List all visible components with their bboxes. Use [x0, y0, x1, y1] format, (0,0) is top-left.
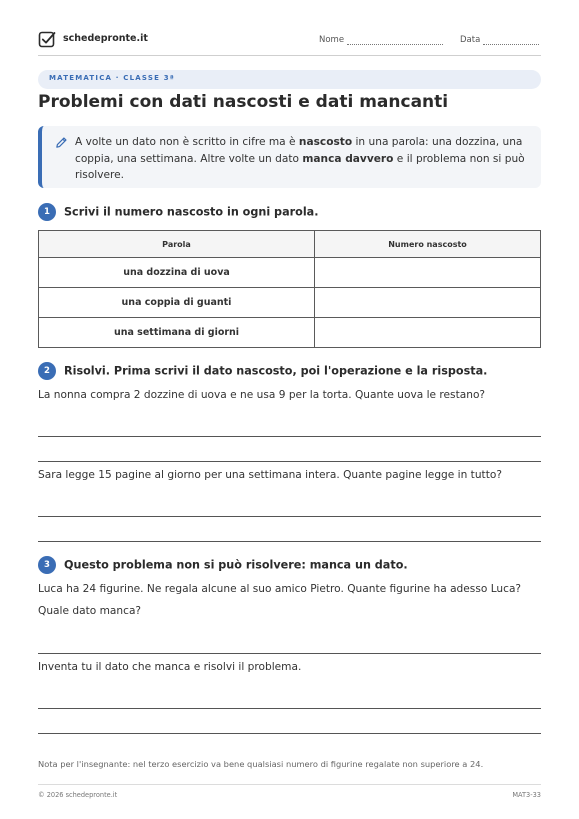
keyword-nascosto: nascosto [298, 136, 353, 148]
answer-line[interactable] [38, 541, 541, 542]
section-3-title: 3 Questo problema non si può risolvere: manca un dato. [38, 556, 408, 574]
problem-2-text: Sara legge 15 pagine al giorno per una settimana intera. Quante pagine legge in tutto? [38, 469, 502, 481]
answer-cell[interactable] [315, 318, 541, 348]
checkbox-logo-icon [38, 30, 56, 48]
column-header-number: Numero nascosto [315, 231, 541, 258]
brand-name: schedepronte.it [63, 33, 148, 44]
subject-tag [38, 70, 541, 89]
copyright: © 2026 schedepronte.it [38, 791, 118, 799]
name-label: Nome [319, 35, 345, 45]
section-2-title: 2 Risolvi. Prima scrivi il dato nascosto, poi l'operazione e la risposta. [38, 362, 487, 380]
problem-3-text: Luca ha 24 figurine. Ne regala alcune al suo amico Pietro. Quante figurine ha adesso Luca? [38, 583, 522, 595]
answer-line[interactable] [38, 733, 541, 734]
answer-line[interactable] [38, 516, 541, 517]
keyword-manca: manca davvero [302, 152, 394, 165]
missing-data-question: Quale dato manca? [38, 605, 142, 617]
sheet-code: MAT3-33 [512, 791, 541, 799]
pencil-icon [55, 136, 68, 149]
info-text: A volte un dato non è scritto in cifre ma è nascosto in una parola: una dozzina, una coppia, una settimana. Altre volte un dato manca davvero e il problema non si può risolvere. [75, 136, 525, 181]
answer-line[interactable] [38, 436, 541, 437]
word-cell: una dozzina di uova [39, 258, 315, 288]
page-title: Problemi con dati nascosti e dati mancanti [38, 92, 449, 112]
answer-cell[interactable] [315, 258, 541, 288]
date-label: Data [460, 35, 481, 45]
section-2-number: 2 [38, 362, 56, 380]
teacher-note: Nota per l'insegnante: nel terzo esercizio va bene qualsiasi numero di figurine regalate non superiore a 24. [38, 759, 484, 769]
page-header [38, 30, 541, 56]
answer-cell[interactable] [315, 288, 541, 318]
invent-instruction: Inventa tu il dato che manca e risolvi il problema. [38, 661, 302, 673]
table-row [39, 258, 541, 288]
hidden-number-table [38, 230, 541, 348]
column-header-word: Parola [39, 231, 315, 258]
word-cell: una coppia di guanti [39, 288, 315, 318]
problem-1-text: La nonna compra 2 dozzine di uova e ne usa 9 per la torta. Quante uova le restano? [38, 389, 486, 401]
section-3-number: 3 [38, 556, 56, 574]
table-row [39, 288, 541, 318]
section-1-title: 1 Scrivi il numero nascosto in ogni parola. [38, 203, 318, 221]
date-field[interactable] [460, 35, 539, 45]
table-row [39, 318, 541, 348]
page-footer [38, 784, 541, 799]
answer-line[interactable] [38, 653, 541, 654]
info-box [38, 126, 541, 188]
section-1-number: 1 [38, 203, 56, 221]
word-cell: una settimana di giorni [39, 318, 315, 348]
answer-line[interactable] [38, 708, 541, 709]
name-field[interactable] [319, 35, 443, 45]
answer-line[interactable] [38, 461, 541, 462]
subject-tag-text: MATEMATICA · CLASSE 3ª [49, 74, 175, 82]
